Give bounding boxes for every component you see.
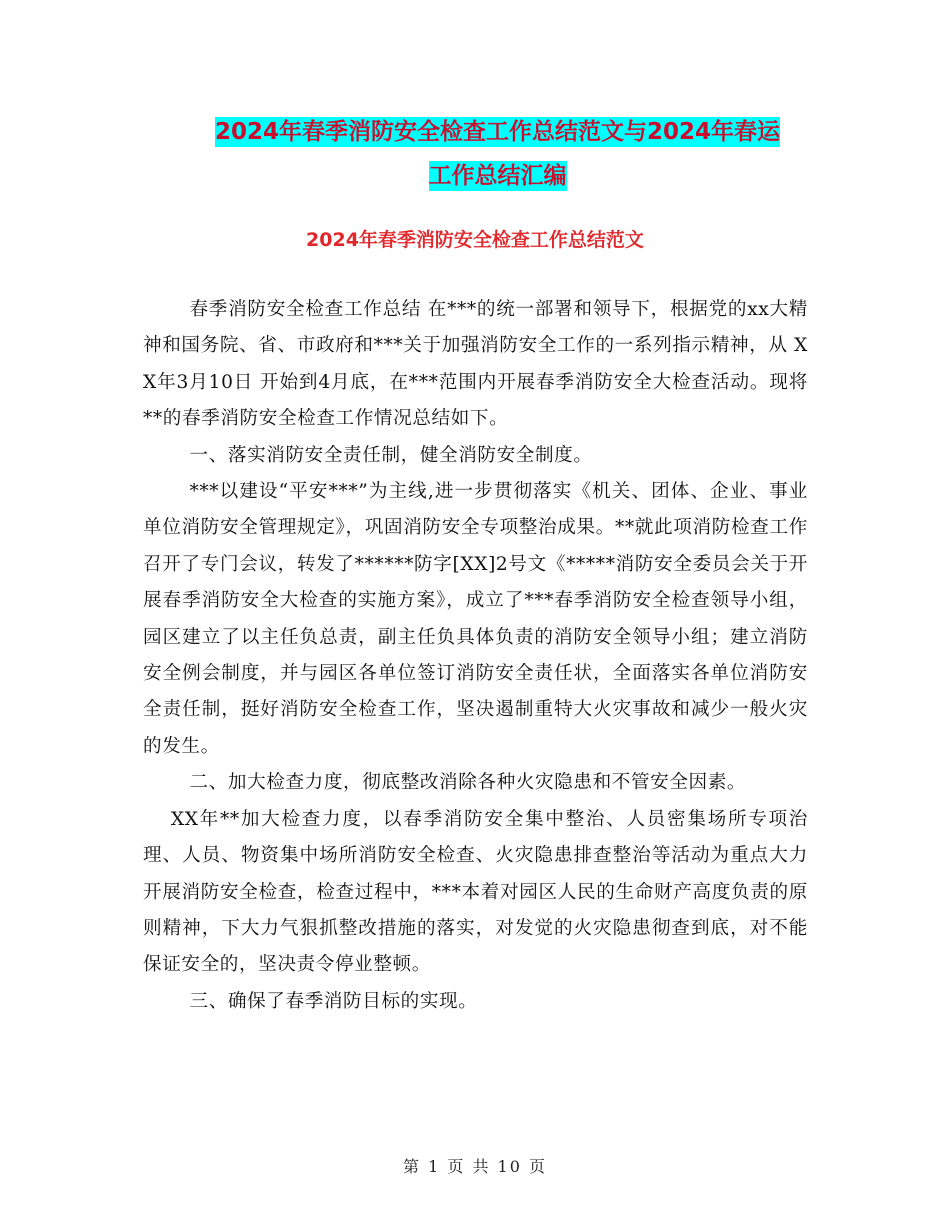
paragraph-section-1: ***以建设“平安***”为主线,进一步贯彻落实《机关、团体、企业、事业单位消防安全管理规定》，巩固消防安全专项整治成果。**就此项消防检查工作召开了专门会议，转发了******防字[XX]2号文《*****消防安全委员会关于开展春季消防安全大检查的实施方案》，成立了***春季消防安全检查领导小组，园区建立了以主任负总责，副主任负具体负责的消防安全领导小组；建立消防安全例会制度，并与园区各单位签订消防安全责任状，全面落实各单位消防安全责任制，挺好消防安全检查工作，坚决遏制重特大火灾事故和减少一般火灾的发生。 xyxy=(143,481,808,757)
main-title-line-2: 工作总结汇编 xyxy=(428,163,567,189)
section-title: 2024年春季消防安全检查工作总结范文 xyxy=(306,229,644,251)
heading-section-1: 一、落实消防安全责任制，健全消防安全制度。 xyxy=(189,444,593,466)
paragraph-intro: 春季消防安全检查工作总结 在***的统一部署和领导下，根据党的xx大精神和国务院、省、市政府和***关于加强消防安全工作的一系列指示精神，从 XX年3月10日 开始到4月底，在***范围内开展春季消防安全大检查活动。现将**的春季消防安全检查工作情况总结如下。 xyxy=(143,299,808,430)
paragraph-section-2: XX年**加大检查力度，以春季消防安全集中整治、人员密集场所专项治理、人员、物资集中场所消防安全检查、火灾隐患排查整治等活动为重点大力开展消防安全检查，检查过程中，***本着对园区人民的生命财产高度负责的原则精神，下大力气狠抓整改措施的落实，对发觉的火灾隐患彻查到底，对不能保证安全的，坚决责令停业整顿。 xyxy=(143,808,808,976)
main-title-line-1: 2024年春季消防安全检查工作总结范文与2024年春运 xyxy=(214,119,781,145)
main-title xyxy=(140,110,855,198)
page-footer: 第 1 页 共 10 页 xyxy=(403,1157,547,1176)
heading-section-2: 二、加大检查力度，彻底整改消除各种火灾隐患和不管安全因素。 xyxy=(189,772,747,794)
document-body xyxy=(143,292,808,1020)
heading-section-3: 三、确保了春季消防目标的实现。 xyxy=(189,990,478,1012)
